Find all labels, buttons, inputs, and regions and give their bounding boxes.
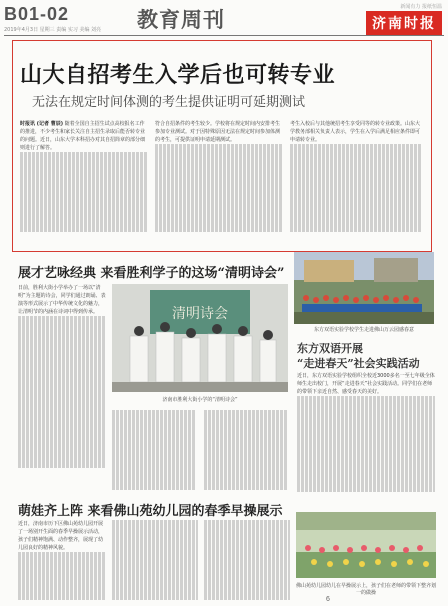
poem-story-body-2 xyxy=(112,410,196,494)
brand-name: 济南时报 xyxy=(366,11,442,35)
lead-column-1-text: 随着全国自主招生试点高校报名工作的推进，不少考生和家长关注自主招生录取后能否转专业的问题。近日，山东大学本科招办对其自招简章的部分细则进行了解答。 xyxy=(20,121,146,151)
lead-column-1 xyxy=(20,120,148,242)
side-story-caption: 东方双语实验学校学生走进佛山万云园感春意 xyxy=(313,327,414,333)
spring-story-text: 近日，济南市历下区佛山苑幼儿园开展了一场别开生面的春季早操展示活动，孩子们精神饱满、动作整齐，展现了幼儿园良好的精神风貌。 xyxy=(18,521,104,551)
side-story-text: 近日，东方双语实验学校组织全校近3000多名一至七年级全体师生走出校门，开展“走进春天”社会实践活动。同学们在老师的带领下亲近自然、感受春天的美好。 xyxy=(297,373,435,395)
poem-story-caption: 济南市胜利大街小学的“清明诗会” xyxy=(162,397,238,403)
poem-story-body xyxy=(18,284,106,494)
header-rule xyxy=(4,35,444,36)
poem-story-photo xyxy=(112,284,288,392)
brand-slogan: 新闻有力 报纸恒温 xyxy=(400,4,442,10)
spring-story-col-1 xyxy=(18,520,106,600)
lead-byline: 时报讯 (记者 曹辰) xyxy=(20,121,64,127)
brand-logo xyxy=(366,3,442,35)
page-header-left xyxy=(4,4,101,33)
page-code: B01-02 xyxy=(4,4,70,24)
side-story-body xyxy=(297,372,435,498)
side-story-headline-1: 东方双语开展 xyxy=(297,342,363,355)
spring-story-headline: 萌娃齐上阵 来看佛山苑幼儿园的春季早操展示 xyxy=(18,504,283,519)
poem-story-body-3 xyxy=(204,410,288,494)
side-story-headline-2: “走进春天”社会实践活动 xyxy=(297,357,420,370)
spring-story-col-3 xyxy=(204,520,290,600)
poem-story-text: 日前，胜利大街小学举办了一场以“清明”为主题的诗会，同学们通过朗诵、表演等形式展示了中华传统文化的魅力，让清明节的内涵在诗词中得到传承。 xyxy=(18,285,106,315)
page-meta: 2019年4月3日 星期三 责编 实习 美编 刘亮 xyxy=(4,27,102,33)
poem-banner-text: 清明诗会 xyxy=(172,306,228,322)
section-title: 教育周刊 xyxy=(137,7,225,32)
poem-story-headline: 展才艺咏经典 来看胜利学子的这场“清明诗会” xyxy=(18,266,285,281)
lead-headline: 山大自招考生入学后也可转专业 xyxy=(20,62,336,88)
lead-column-3 xyxy=(290,120,422,242)
page-number: 6 xyxy=(326,596,330,603)
spring-story-photo xyxy=(296,512,436,578)
lead-column-3-text: 考生入校后与其他统招考生享受同等的转专业政策。山东大学教务部相关负责人表示，学生在入学后满足相应条件即可申请转专业。 xyxy=(290,121,421,143)
spring-story-col-2 xyxy=(112,520,198,600)
spring-story-caption: 佛山苑幼儿园幼儿在早操展示上，孩子们在老师的带领下整齐划一的做操 xyxy=(296,583,437,596)
lead-column-2-text: 符合自招条件的考生较少。学校将在规定时间内安排考生参加专业测试。对于因特殊原因无法在规定时间参加体测的考生，可提供证明申请延期测试。 xyxy=(155,121,281,143)
side-story-photo xyxy=(294,252,434,324)
lead-column-2 xyxy=(155,120,283,242)
lead-subhead: 无法在规定时间体测的考生提供证明可延期测试 xyxy=(32,95,306,110)
